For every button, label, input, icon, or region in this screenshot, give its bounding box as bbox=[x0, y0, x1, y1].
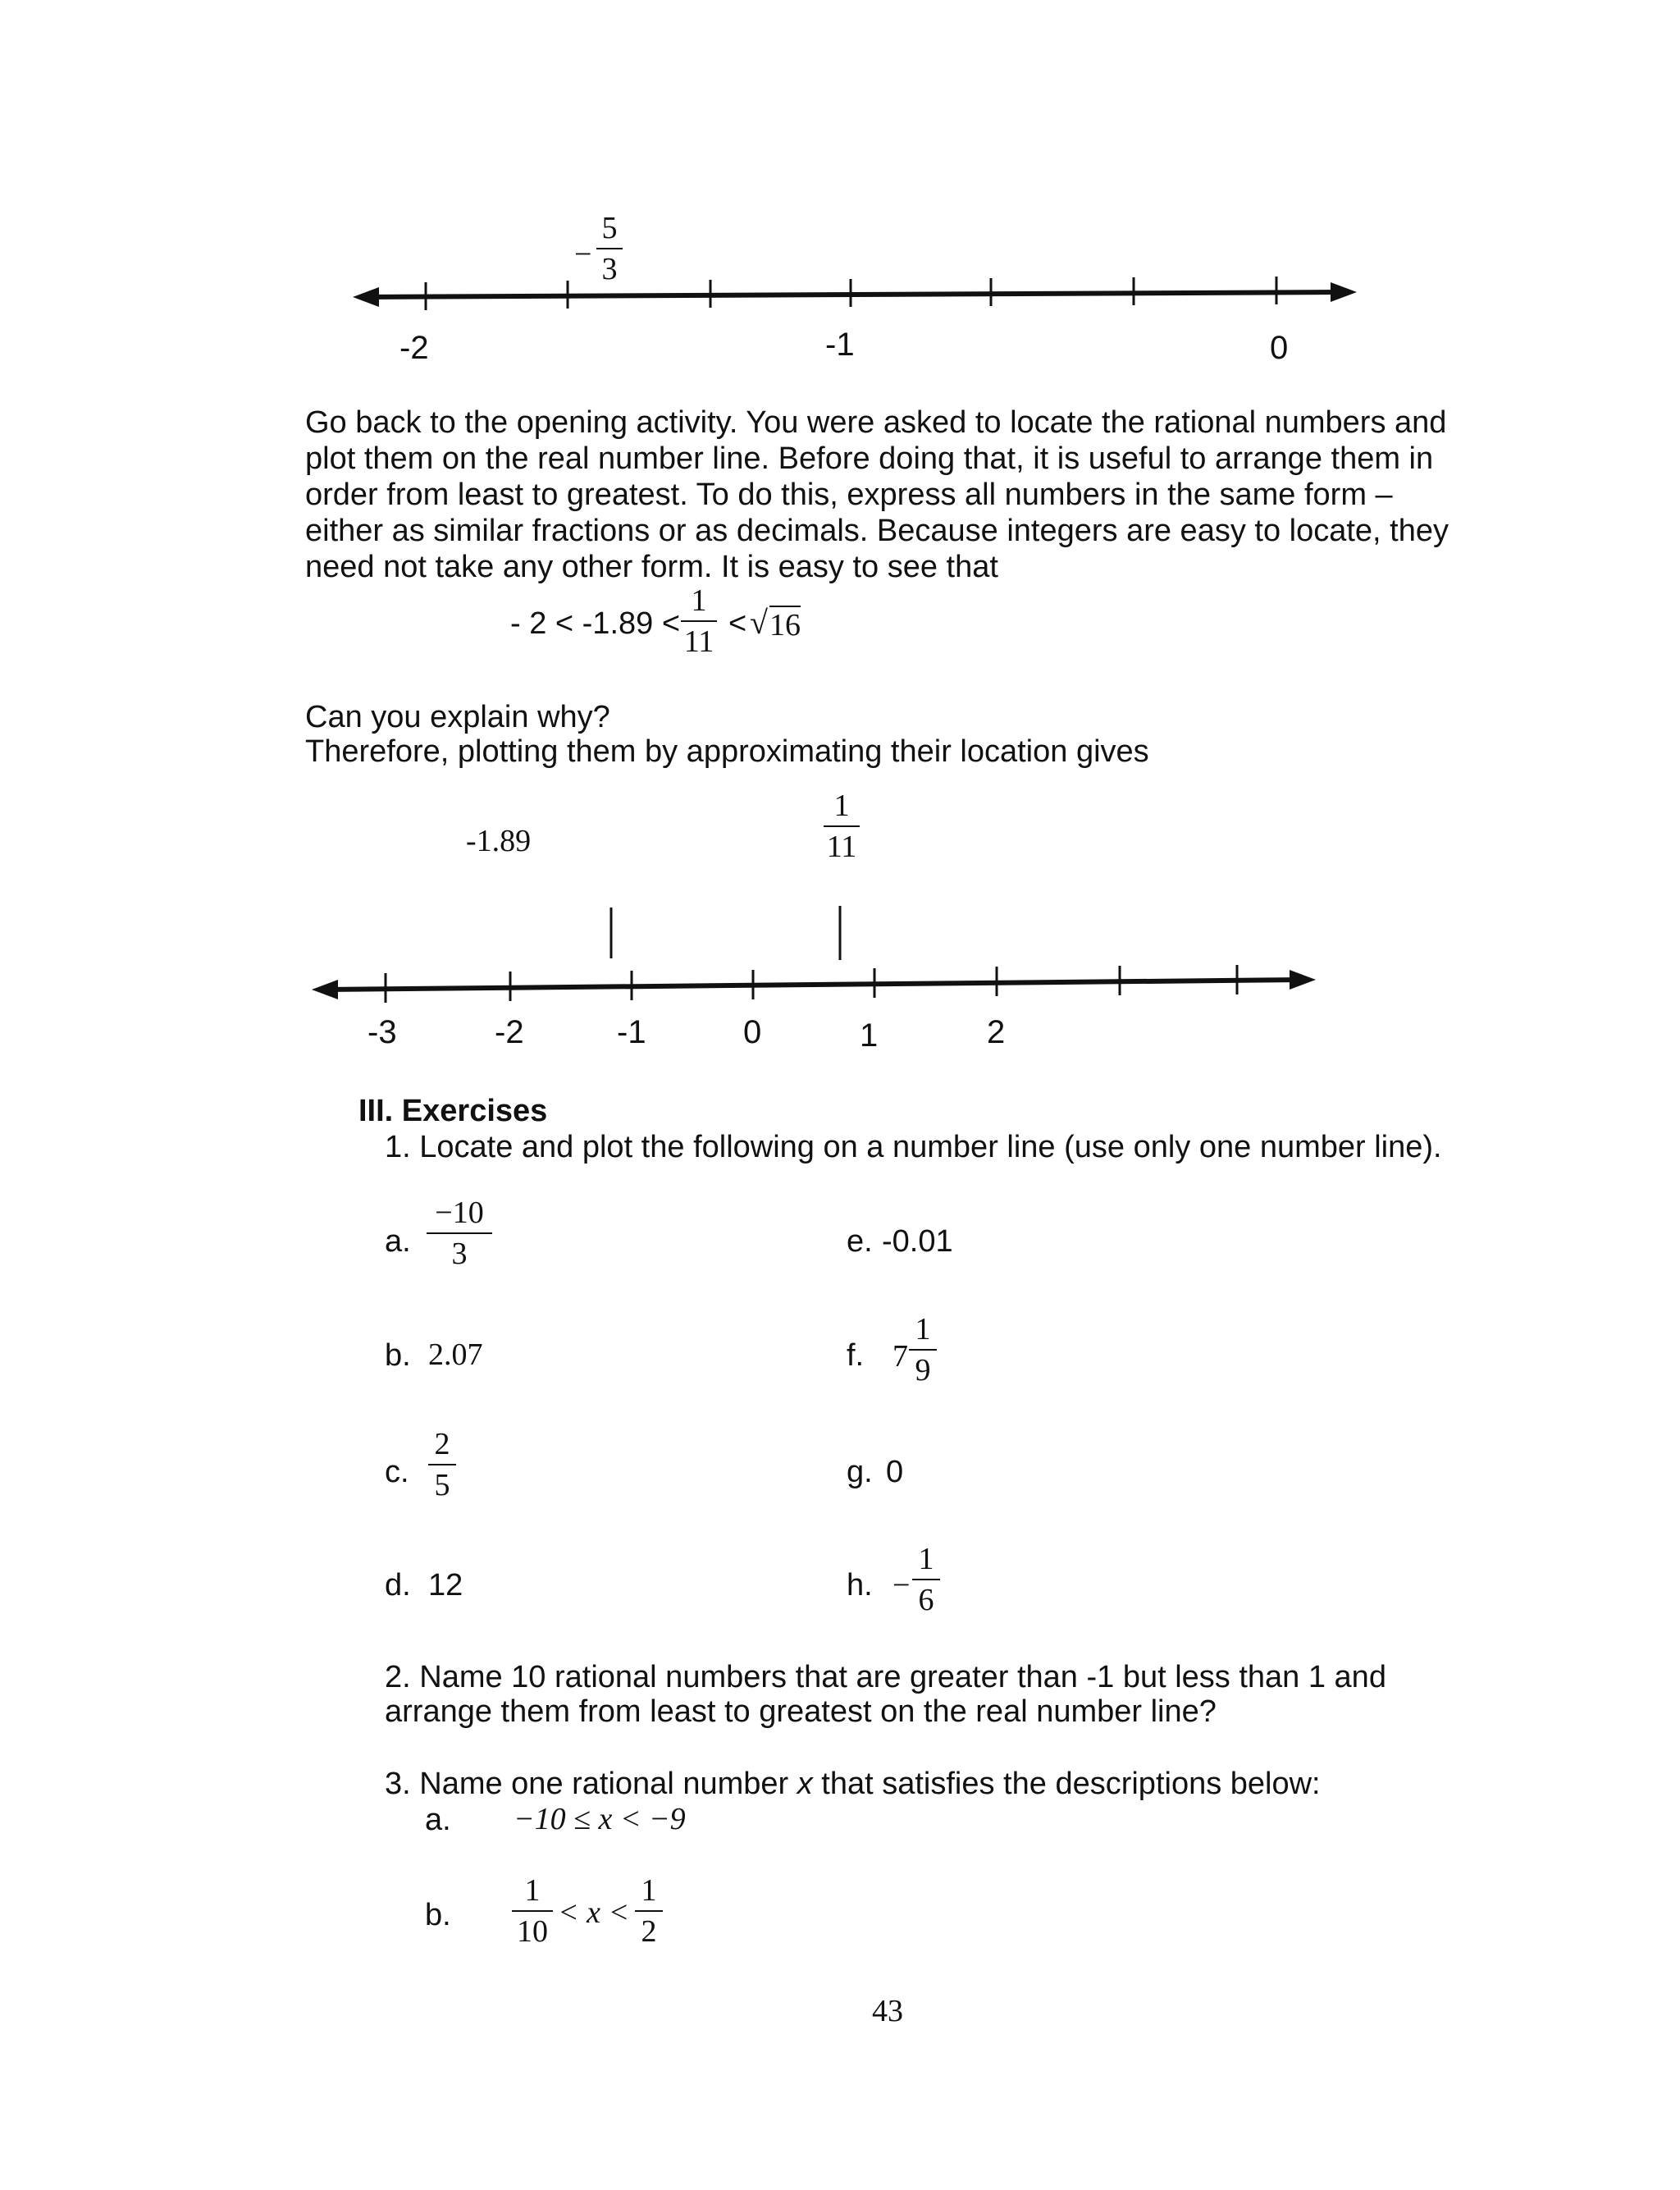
exercise-3b-frac-2 bbox=[635, 1874, 663, 1948]
item-h-den: 6 bbox=[918, 1583, 934, 1617]
number-line-2-right-arrow bbox=[1290, 970, 1316, 990]
item-c-fraction bbox=[428, 1428, 456, 1502]
item-d-label: d. bbox=[385, 1568, 411, 1602]
exercise-3-var: x bbox=[797, 1767, 813, 1801]
exercise-1-prompt: 1. Locate and plot the following on a number line (use only one number line). bbox=[385, 1130, 1442, 1164]
item-h-num: 1 bbox=[918, 1542, 934, 1576]
item-c-label: c. bbox=[385, 1455, 409, 1489]
paragraph-line-3: order from least to greatest. To do this, express all numbers in the same form – bbox=[305, 478, 1393, 512]
inequality-frac-den: 11 bbox=[683, 624, 714, 659]
exercise-2-line-1: 2. Name 10 rational numbers that are greater than -1 but less than 1 and bbox=[385, 1660, 1386, 1694]
item-b-value: 2.07 bbox=[428, 1337, 483, 1372]
marker-label-den: 11 bbox=[826, 830, 857, 864]
item-h-sign: − bbox=[892, 1568, 911, 1602]
exercise-3b-num1: 1 bbox=[524, 1873, 541, 1908]
exercise-3-prefix: 3. Name one rational number bbox=[385, 1767, 797, 1801]
marker-label-1-over-11 bbox=[824, 789, 860, 863]
paragraph-line-5: need not take any other form. It is easy to see that bbox=[305, 550, 998, 584]
item-a-num: −10 bbox=[435, 1196, 484, 1230]
line2-label-1: 1 bbox=[860, 1017, 879, 1054]
sqrt-radicand: 16 bbox=[769, 606, 801, 642]
item-f-den: 9 bbox=[915, 1353, 931, 1388]
sqrt-symbol: √ bbox=[750, 604, 768, 641]
item-d-value: 12 bbox=[428, 1568, 463, 1602]
item-c-den: 5 bbox=[434, 1468, 450, 1502]
line2-label-neg2: -2 bbox=[495, 1014, 524, 1050]
exercises-heading: III. Exercises bbox=[358, 1094, 548, 1128]
number-line-2 bbox=[0, 0, 1680, 1067]
marker-label-neg189: -1.89 bbox=[466, 824, 532, 858]
item-c-num: 2 bbox=[434, 1427, 450, 1461]
item-g-value: 0 bbox=[886, 1455, 904, 1489]
exercise-3b-den1: 10 bbox=[517, 1914, 548, 1949]
item-h-label: h. bbox=[847, 1568, 873, 1602]
page-number: 43 bbox=[872, 1994, 903, 2028]
line1-label-0: 0 bbox=[1270, 330, 1289, 366]
exercise-3b-num2: 1 bbox=[641, 1873, 657, 1908]
number-line-2-left-arrow bbox=[312, 980, 338, 999]
line2-label-neg1: -1 bbox=[617, 1014, 646, 1050]
paragraph-line-2: plot them on the real number line. Before doing that, it is useful to arrange them in bbox=[305, 441, 1434, 476]
exercise-3b-label: b. bbox=[425, 1898, 451, 1932]
item-b-label: b. bbox=[385, 1338, 411, 1373]
inequality-frac-num: 1 bbox=[691, 583, 707, 618]
line2-label-neg3: -3 bbox=[368, 1014, 397, 1050]
inequality-tail: < bbox=[728, 606, 747, 641]
line1-label-neg2: -2 bbox=[399, 330, 429, 366]
paragraph-line-1: Go back to the opening activity. You were asked to locate the rational numbers and bbox=[305, 405, 1447, 440]
marker-label-num: 1 bbox=[833, 789, 850, 823]
exercise-3b-den2: 2 bbox=[641, 1914, 657, 1949]
exercise-3-prompt bbox=[385, 1766, 1321, 1802]
item-e-label: e. bbox=[847, 1224, 873, 1259]
exercise-2-line-2: arrange them from least to greatest on the real number line? bbox=[385, 1694, 1217, 1729]
item-h-fraction bbox=[912, 1543, 940, 1616]
inequality-lead: - 2 < -1.89 < bbox=[510, 606, 681, 641]
line1-marker-num: 5 bbox=[601, 211, 618, 245]
exercise-3-suffix: that satisfies the descriptions below: bbox=[812, 1767, 1321, 1801]
line2-label-2: 2 bbox=[987, 1014, 1006, 1050]
line1-label-neg1: -1 bbox=[825, 327, 855, 363]
line1-marker-den: 3 bbox=[601, 252, 618, 286]
item-a-fraction bbox=[427, 1196, 492, 1270]
item-f-num: 1 bbox=[915, 1312, 931, 1346]
item-e-value: -0.01 bbox=[882, 1224, 953, 1259]
line1-marker-sign: − bbox=[574, 237, 592, 272]
line2-label-0: 0 bbox=[743, 1014, 762, 1050]
exercise-3b-frac-1 bbox=[512, 1874, 553, 1948]
item-f-label: f. bbox=[847, 1338, 865, 1373]
item-f-whole: 7 bbox=[892, 1339, 908, 1374]
paragraph-line-4: either as similar fractions or as decimals. Because integers are easy to locate, they bbox=[305, 514, 1449, 548]
number-line-2-axis bbox=[324, 980, 1304, 990]
explain-question: Can you explain why? bbox=[305, 700, 610, 734]
item-f-fraction bbox=[909, 1313, 937, 1387]
item-g-label: g. bbox=[847, 1455, 873, 1489]
explain-plotting: Therefore, plotting them by approximating their location gives bbox=[305, 734, 1149, 769]
exercise-3b-mid: < x < bbox=[558, 1895, 630, 1930]
item-a-den: 3 bbox=[451, 1237, 468, 1271]
exercise-3a-label: a. bbox=[425, 1803, 451, 1837]
item-a-label: a. bbox=[385, 1224, 411, 1259]
exercise-3a-expr: −10 ≤ x < −9 bbox=[514, 1802, 686, 1836]
